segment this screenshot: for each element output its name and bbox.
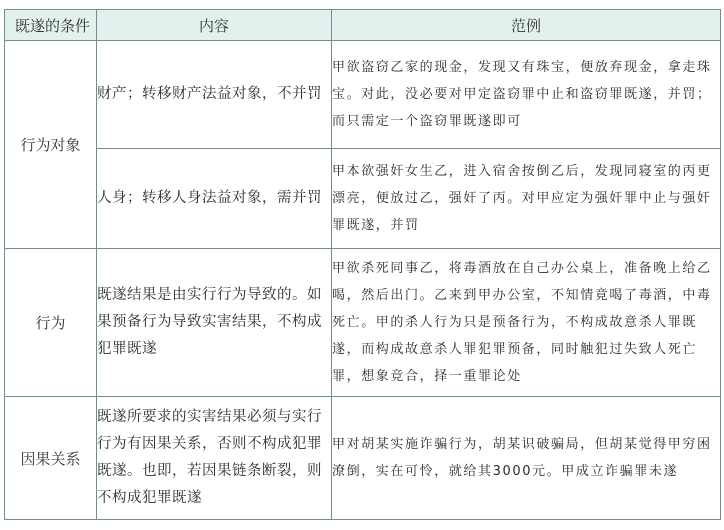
- table-row-object-property: [5, 41, 721, 149]
- condition-causation: 因果关系: [5, 397, 97, 520]
- header-condition: 既遂的条件: [5, 10, 97, 41]
- example-causation: 甲对胡某实施诈骗行为，胡某识破骗局，但胡某觉得甲穷困潦倒，实在可怜，就给其3000元。甲成立诈骗罪未遂: [332, 397, 721, 520]
- example-property: 甲欲盗窃乙家的现金，发现又有珠宝，便放弃现金，拿走珠宝。对此，没必要对甲定盗窃罪中止和盗窃罪既遂，并罚；而只需定一个盗窃罪既遂即可: [332, 41, 721, 149]
- crime-completion-table: [4, 9, 721, 520]
- content-act: 既遂结果是由实行行为导致的。如果预备行为导致实害结果，不构成犯罪既遂: [97, 249, 332, 397]
- table-row-object-person: [5, 149, 721, 249]
- example-person: 甲本欲强奸女生乙，进入宿舍按倒乙后，发现同寝室的丙更漂亮，便放过乙，强奸了丙。对甲应定为强奸罪中止与强奸罪既遂，并罚: [332, 149, 721, 249]
- table-row-act: [5, 249, 721, 397]
- content-causation: 既遂所要求的实害结果必须与实行行为有因果关系，否则不构成犯罪既遂。也即，若因果链条断裂，则不构成犯罪既遂: [97, 397, 332, 520]
- condition-act: 行为: [5, 249, 97, 397]
- table-row-causation: [5, 397, 721, 520]
- header-row: [5, 10, 721, 41]
- content-person: 人身；转移人身法益对象，需并罚: [97, 149, 332, 249]
- example-act: 甲欲杀死同事乙，将毒酒放在自己办公桌上，准备晚上给乙喝，然后出门。乙来到甲办公室，不知情竟喝了毒酒，中毒死亡。甲的杀人行为只是预备行为，不构成故意杀人罪既遂，而构成故意杀人罪犯罪预备，同时触犯过失致人死亡罪，想象竞合，择一重罪论处: [332, 249, 721, 397]
- header-content: 内容: [97, 10, 332, 41]
- header-example: 范例: [332, 10, 721, 41]
- condition-object: 行为对象: [5, 41, 97, 249]
- content-property: 财产；转移财产法益对象，不并罚: [97, 41, 332, 149]
